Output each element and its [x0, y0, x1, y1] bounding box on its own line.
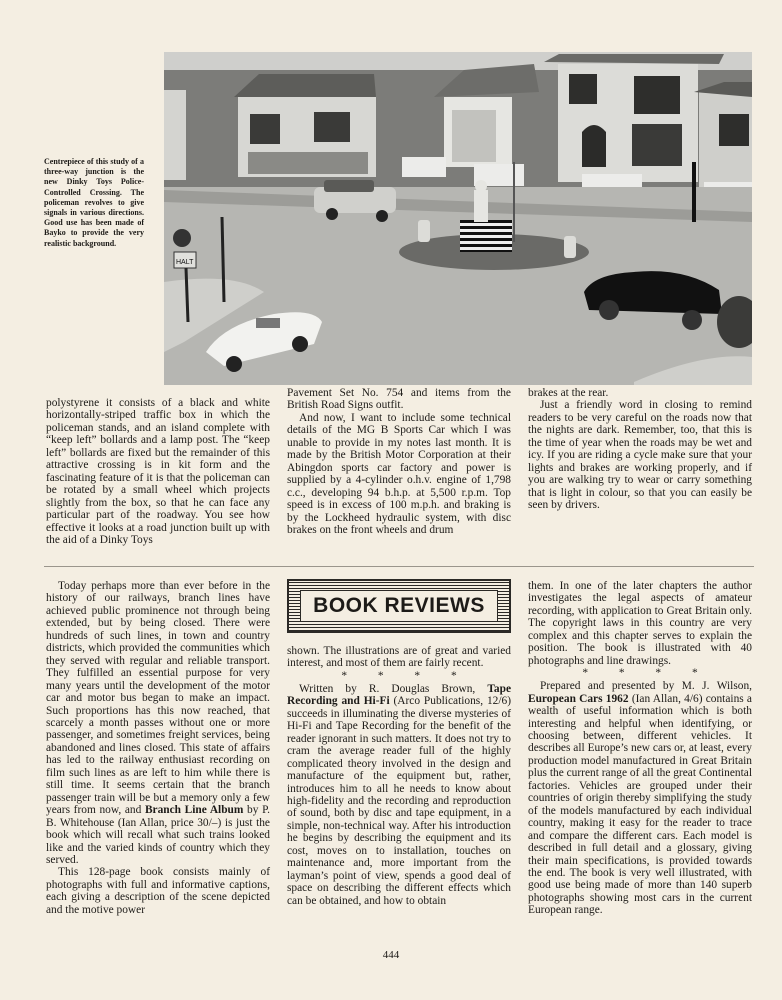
- article-column-2: [287, 387, 511, 536]
- review-text: Written by R. Douglas Brown, Tape Recording and Hi-Fi (Arco Publications, 12/6) succeeds in illuminating the diverse mysteries of Hi-Fi and Tape Recording for the benefit of the reader ignorant in such matters. It does not try to cram the average reader full of the highly complicated theory involved in the design and manufacture of the equipment but, rather, introduces him to all he needs to know about high-fidelity and the recording and reproduction of sound, both by disc and tape equipment, in a simple, non-technical way. After his introduction he begins by describing the equipment and its cost, moves on to installation, touches on maintenance and, more important from the layman’s point of view, spends a good deal of space on describing the different effects which can be obtained, and how to obtain: [287, 682, 511, 907]
- photo-caption: Centrepiece of this study of a three-way junction is the new Dinky Toys Police-Controlled Crossing. The policeman revolves to give signals in various directions. Good use has been made of Bayko to provide the very realistic background.: [44, 157, 144, 248]
- review-text: This 128-page book consists mainly of photographs with full and informative captions, each giving a description of the scene depicted and the motive power: [46, 866, 270, 916]
- halt-sign-text: HALT: [176, 259, 194, 266]
- review-text: Prepared and presented by M. J. Wilson, European Cars 1962 (Ian Allan, 4/6) contains a wealth of useful information which is both interesting and helpful when identifying, or choosing between, different vehicles. It describes all Europe’s new cars or, at least, every production model manufactured in Great Britain plus the current range of all the great Continental factories. Vehicles are grouped under their countries of origin thereby simplifying the study of the models manufactured by each individual country, making it easy for the reader to trace and compare the different cars. Each model is described in full detail and a glossary, giving their main specifications, is provided towards the end. The book is very well illustrated, with good use being made of more than 140 superb photographs showing most cars in the current European range.: [528, 680, 752, 917]
- book-title: European Cars 1962: [528, 692, 629, 705]
- page-number: 444: [382, 949, 400, 961]
- article-text: And now, I want to include some technical details of the MG B Sports Car which I was unable to provide in my notes last month. It is made by the British Motor Corporation at their Abingdon sports car factory and power is supplied by a 4-cylinder o.h.v. engine of 1,798 c.c., developing 94 b.h.p. at 5,500 r.p.m. Top speed is in excess of 100 m.p.h. and braking is by the Lockheed hydraulic system, with disc brakes on the front wheels and drum: [287, 411, 511, 536]
- article-column-3: [528, 387, 752, 512]
- article-text: Pavement Set No. 754 and items from the British Road Signs outfit.: [287, 387, 511, 412]
- reviews-column-1: [46, 580, 270, 916]
- book-title: Branch Line Album: [144, 804, 244, 817]
- review-text: shown. The illustrations are of great and varied interest, and most of them are fairly recent.: [287, 645, 511, 670]
- reviews-column-3: [528, 580, 752, 917]
- crossing-photo: [164, 52, 752, 385]
- separator-stars: * * * *: [341, 669, 471, 682]
- house-left: [234, 74, 376, 177]
- section-divider: [44, 566, 754, 567]
- article-text: brakes at the rear.: [528, 387, 609, 399]
- review-text: Today perhaps more than ever before in the history of our railways, branch lines have achieved public prominence not through being extended, but by being closed. There were hundreds of such lines, in town and country districts, which provided the communities which they served with regular and reliable transport. They fulfilled an essential purpose for very many years until the development of the motor car and motor bus began to make an impact. Such proportions has this now reached, that scarcely a month passes without one or more passenger, and sometimes freight services, being abandoned and lines closed. This state of affairs has led to the railway enthusiast recording on film such lines as are left to him while there is still time. It seems certain that the branch passenger train will be but a memory only a few years from now, and Branch Line Album by P. B. Whitehouse (Ian Allan, price 30/–) is just the book which will recall what such trains looked like and the varied kinds of country which they served.: [46, 580, 270, 866]
- article-column-1: [46, 397, 270, 546]
- separator-stars: * * * *: [582, 667, 712, 680]
- article-text: Just a friendly word in closing to remind readers to be very careful on the roads now that the nights are dark. Remember, too, that this is the time of year when the roads may be wet and icy. If you are riding a cycle make sure that your lights and brakes are working properly, and if you are walking try to wear or carry something that is light in colour, so that you can easily be seen by drivers.: [528, 399, 752, 512]
- book-reviews-banner: [287, 579, 511, 633]
- book-title: Tape Recording and Hi-Fi: [287, 682, 511, 708]
- reviews-column-2: [287, 645, 511, 907]
- article-text: polystyrene it consists of a black and white horizontally-striped traffic box in which the policeman stands, and an island complete with “keep left” bollards and a lamp post. The “keep left” bollards are fixed but the remainder of this attractive crossing is in kit form and the fascinating feature of it is that the policeman can be rotated by a small wheel which projects slightly from the box, so that he can face any particular part of the roadway. You see how effective it looks at a road junction built up with the aid of a Dinky Toys: [46, 397, 270, 546]
- book-reviews-heading: BOOK REVIEWS: [300, 590, 498, 622]
- review-text: them. In one of the later chapters the author investigates the legal aspects of amateur recording, with application to Great Britain only. The copyright laws in this country are very complex and this chapter serves to explain the position. The book is illustrated with 40 photographs and line drawings.: [528, 580, 752, 667]
